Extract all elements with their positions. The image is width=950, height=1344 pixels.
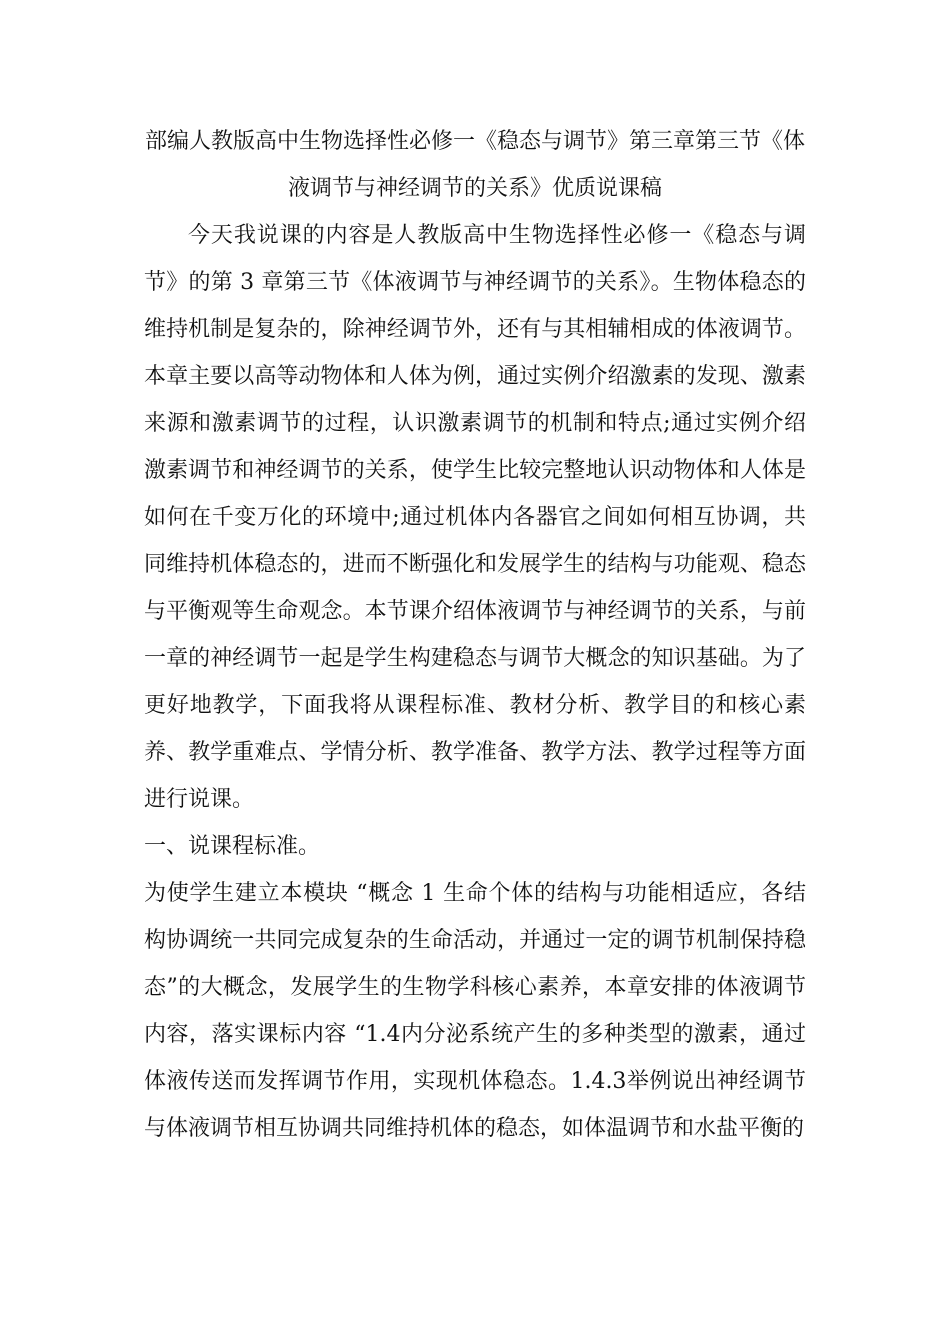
document-body	[144, 118, 806, 1152]
document-title: 部编人教版高中生物选择性必修一《稳态与调节》第三章第三节《体液调节与神经调节的关系》优质说课稿	[144, 129, 805, 201]
section-paragraph: 为使学生建立本模块 “概念 1 生命个体的结构与功能相适应，各结构协调统一共同完成复杂的生命活动，并通过一定的调节机制保持稳态”的大概念，发展学生的生物学科核心素养，本章安排的体液调节内容，落实课标内容 “1.4内分泌系统产生的多种类型的激素，通过体液传送而发挥调节作用，实现机体稳态。1.4.3举例说出神经调节与体液调节相互协调共同维持机体的稳态，如体温调节和水盐平衡的	[144, 881, 806, 1141]
intro-paragraph: 今天我说课的内容是人教版高中生物选择性必修一《稳态与调节》的第 3 章第三节《体液调节与神经调节的关系》。生物体稳态的维持机制是复杂的，除神经调节外，还有与其相辅相成的体液调节。本章主要以高等动物体和人体为例，通过实例介绍激素的发现、激素来源和激素调节的过程，认识激素调节的机制和特点;通过实例介绍激素调节和神经调节的关系，使学生比较完整地认识动物体和人体是如何在千变万化的环境中;通过机体内各器官之间如何相互协调，共同维持机体稳态的，进而不断强化和发展学生的结构与功能观、稳态与平衡观等生命观念。本节课介绍体液调节与神经调节的关系，与前一章的神经调节一起是学生构建稳态与调节大概念的知识基础。为了更好地教学，下面我将从课程标准、教材分析、教学目的和核心素养、教学重难点、学情分析、教学准备、教学方法、教学过程等方面进行说课。	[144, 223, 806, 812]
section-heading: 一、说课程标准。	[144, 834, 321, 859]
